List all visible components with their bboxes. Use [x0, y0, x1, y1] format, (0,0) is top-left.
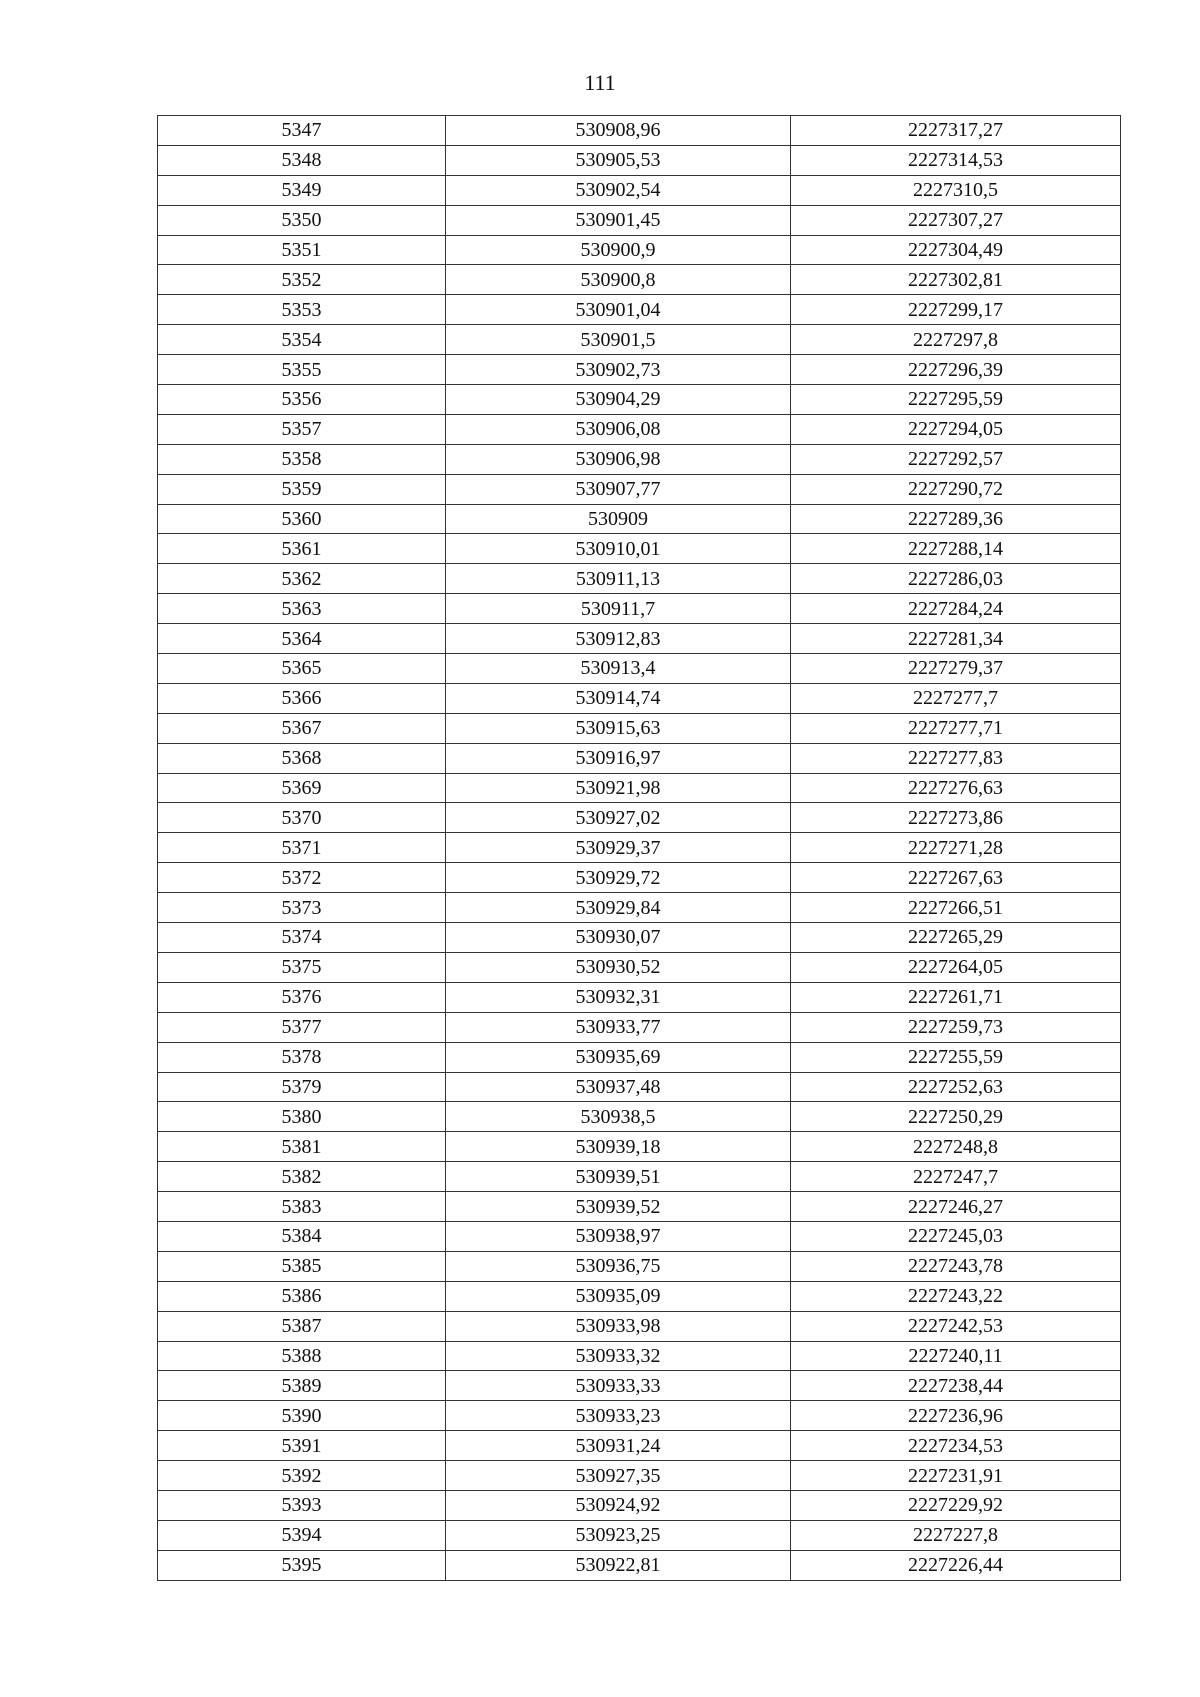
table-row	[158, 773, 1121, 803]
x-coordinate-cell: 530901,5	[446, 325, 791, 355]
table-row	[158, 1550, 1121, 1580]
x-coordinate-cell: 530906,98	[446, 444, 791, 474]
table-row	[158, 1281, 1121, 1311]
x-coordinate-cell: 530927,02	[446, 803, 791, 833]
x-coordinate-cell: 530908,96	[446, 116, 791, 146]
table-row	[158, 1401, 1121, 1431]
x-coordinate-cell: 530933,32	[446, 1341, 791, 1371]
table-row	[158, 982, 1121, 1012]
y-coordinate-cell: 2227266,51	[791, 893, 1121, 923]
x-coordinate-cell: 530905,53	[446, 145, 791, 175]
table-row	[158, 1012, 1121, 1042]
y-coordinate-cell: 2227314,53	[791, 145, 1121, 175]
point-number-cell: 5350	[158, 205, 446, 235]
y-coordinate-cell: 2227247,7	[791, 1162, 1121, 1192]
point-number-cell: 5376	[158, 982, 446, 1012]
table-row	[158, 116, 1121, 146]
y-coordinate-cell: 2227229,92	[791, 1490, 1121, 1520]
point-number-cell: 5370	[158, 803, 446, 833]
y-coordinate-cell: 2227245,03	[791, 1221, 1121, 1251]
y-coordinate-cell: 2227234,53	[791, 1431, 1121, 1461]
point-number-cell: 5375	[158, 952, 446, 982]
point-number-cell: 5366	[158, 683, 446, 713]
point-number-cell: 5379	[158, 1072, 446, 1102]
y-coordinate-cell: 2227261,71	[791, 982, 1121, 1012]
point-number-cell: 5389	[158, 1371, 446, 1401]
y-coordinate-cell: 2227279,37	[791, 654, 1121, 684]
y-coordinate-cell: 2227265,29	[791, 923, 1121, 953]
table-row	[158, 1461, 1121, 1491]
y-coordinate-cell: 2227243,22	[791, 1281, 1121, 1311]
point-number-cell: 5357	[158, 414, 446, 444]
table-row	[158, 325, 1121, 355]
y-coordinate-cell: 2227264,05	[791, 952, 1121, 982]
x-coordinate-cell: 530929,84	[446, 893, 791, 923]
point-number-cell: 5377	[158, 1012, 446, 1042]
x-coordinate-cell: 530906,08	[446, 414, 791, 444]
y-coordinate-cell: 2227243,78	[791, 1251, 1121, 1281]
y-coordinate-cell: 2227271,28	[791, 833, 1121, 863]
table-row	[158, 1221, 1121, 1251]
point-number-cell: 5355	[158, 355, 446, 385]
point-number-cell: 5361	[158, 534, 446, 564]
x-coordinate-cell: 530924,92	[446, 1490, 791, 1520]
point-number-cell: 5384	[158, 1221, 446, 1251]
table-row	[158, 833, 1121, 863]
y-coordinate-cell: 2227242,53	[791, 1311, 1121, 1341]
x-coordinate-cell: 530900,8	[446, 265, 791, 295]
x-coordinate-cell: 530922,81	[446, 1550, 791, 1580]
y-coordinate-cell: 2227236,96	[791, 1401, 1121, 1431]
table-row	[158, 654, 1121, 684]
table-row	[158, 175, 1121, 205]
x-coordinate-cell: 530938,5	[446, 1102, 791, 1132]
table-row	[158, 683, 1121, 713]
y-coordinate-cell: 2227255,59	[791, 1042, 1121, 1072]
table-row	[158, 893, 1121, 923]
x-coordinate-cell: 530939,52	[446, 1192, 791, 1222]
point-number-cell: 5388	[158, 1341, 446, 1371]
y-coordinate-cell: 2227292,57	[791, 444, 1121, 474]
y-coordinate-cell: 2227248,8	[791, 1132, 1121, 1162]
coordinates-table-body	[158, 116, 1121, 1581]
x-coordinate-cell: 530927,35	[446, 1461, 791, 1491]
point-number-cell: 5352	[158, 265, 446, 295]
y-coordinate-cell: 2227238,44	[791, 1371, 1121, 1401]
x-coordinate-cell: 530939,51	[446, 1162, 791, 1192]
x-coordinate-cell: 530933,77	[446, 1012, 791, 1042]
table-row	[158, 952, 1121, 982]
point-number-cell: 5369	[158, 773, 446, 803]
page-number: 111	[584, 70, 616, 95]
x-coordinate-cell: 530935,69	[446, 1042, 791, 1072]
table-row	[158, 385, 1121, 415]
y-coordinate-cell: 2227289,36	[791, 504, 1121, 534]
table-row	[158, 803, 1121, 833]
y-coordinate-cell: 2227240,11	[791, 1341, 1121, 1371]
x-coordinate-cell: 530933,98	[446, 1311, 791, 1341]
x-coordinate-cell: 530930,52	[446, 952, 791, 982]
coordinates-table	[157, 115, 1121, 1581]
y-coordinate-cell: 2227307,27	[791, 205, 1121, 235]
table-row	[158, 1132, 1121, 1162]
point-number-cell: 5365	[158, 654, 446, 684]
y-coordinate-cell: 2227290,72	[791, 474, 1121, 504]
y-coordinate-cell: 2227281,34	[791, 624, 1121, 654]
table-row	[158, 414, 1121, 444]
x-coordinate-cell: 530911,13	[446, 564, 791, 594]
table-row	[158, 1162, 1121, 1192]
point-number-cell: 5356	[158, 385, 446, 415]
x-coordinate-cell: 530936,75	[446, 1251, 791, 1281]
table-row	[158, 1102, 1121, 1132]
table-row	[158, 1072, 1121, 1102]
point-number-cell: 5353	[158, 295, 446, 325]
x-coordinate-cell: 530933,23	[446, 1401, 791, 1431]
y-coordinate-cell: 2227226,44	[791, 1550, 1121, 1580]
table-row	[158, 1042, 1121, 1072]
y-coordinate-cell: 2227302,81	[791, 265, 1121, 295]
x-coordinate-cell: 530902,54	[446, 175, 791, 205]
point-number-cell: 5348	[158, 145, 446, 175]
point-number-cell: 5393	[158, 1490, 446, 1520]
table-row	[158, 1311, 1121, 1341]
table-row	[158, 713, 1121, 743]
y-coordinate-cell: 2227277,71	[791, 713, 1121, 743]
y-coordinate-cell: 2227252,63	[791, 1072, 1121, 1102]
point-number-cell: 5347	[158, 116, 446, 146]
point-number-cell: 5359	[158, 474, 446, 504]
x-coordinate-cell: 530933,33	[446, 1371, 791, 1401]
table-row	[158, 624, 1121, 654]
y-coordinate-cell: 2227276,63	[791, 773, 1121, 803]
point-number-cell: 5395	[158, 1550, 446, 1580]
table-row	[158, 1192, 1121, 1222]
table-row	[158, 504, 1121, 534]
x-coordinate-cell: 530916,97	[446, 743, 791, 773]
y-coordinate-cell: 2227295,59	[791, 385, 1121, 415]
point-number-cell: 5371	[158, 833, 446, 863]
point-number-cell: 5372	[158, 863, 446, 893]
x-coordinate-cell: 530907,77	[446, 474, 791, 504]
point-number-cell: 5354	[158, 325, 446, 355]
x-coordinate-cell: 530929,37	[446, 833, 791, 863]
point-number-cell: 5387	[158, 1311, 446, 1341]
y-coordinate-cell: 2227286,03	[791, 564, 1121, 594]
table-row	[158, 594, 1121, 624]
table-row	[158, 235, 1121, 265]
x-coordinate-cell: 530929,72	[446, 863, 791, 893]
table-row	[158, 1520, 1121, 1550]
x-coordinate-cell: 530915,63	[446, 713, 791, 743]
table-row	[158, 863, 1121, 893]
y-coordinate-cell: 2227317,27	[791, 116, 1121, 146]
x-coordinate-cell: 530937,48	[446, 1072, 791, 1102]
point-number-cell: 5360	[158, 504, 446, 534]
x-coordinate-cell: 530939,18	[446, 1132, 791, 1162]
y-coordinate-cell: 2227304,49	[791, 235, 1121, 265]
table-row	[158, 295, 1121, 325]
x-coordinate-cell: 530923,25	[446, 1520, 791, 1550]
x-coordinate-cell: 530935,09	[446, 1281, 791, 1311]
y-coordinate-cell: 2227273,86	[791, 803, 1121, 833]
point-number-cell: 5363	[158, 594, 446, 624]
table-row	[158, 205, 1121, 235]
point-number-cell: 5373	[158, 893, 446, 923]
x-coordinate-cell: 530902,73	[446, 355, 791, 385]
x-coordinate-cell: 530930,07	[446, 923, 791, 953]
x-coordinate-cell: 530910,01	[446, 534, 791, 564]
point-number-cell: 5378	[158, 1042, 446, 1072]
x-coordinate-cell: 530901,45	[446, 205, 791, 235]
table-row	[158, 534, 1121, 564]
point-number-cell: 5364	[158, 624, 446, 654]
table-row	[158, 1251, 1121, 1281]
x-coordinate-cell: 530911,7	[446, 594, 791, 624]
y-coordinate-cell: 2227297,8	[791, 325, 1121, 355]
point-number-cell: 5382	[158, 1162, 446, 1192]
y-coordinate-cell: 2227310,5	[791, 175, 1121, 205]
x-coordinate-cell: 530901,04	[446, 295, 791, 325]
y-coordinate-cell: 2227294,05	[791, 414, 1121, 444]
y-coordinate-cell: 2227259,73	[791, 1012, 1121, 1042]
point-number-cell: 5358	[158, 444, 446, 474]
y-coordinate-cell: 2227227,8	[791, 1520, 1121, 1550]
x-coordinate-cell: 530932,31	[446, 982, 791, 1012]
table-row	[158, 1371, 1121, 1401]
point-number-cell: 5368	[158, 743, 446, 773]
x-coordinate-cell: 530900,9	[446, 235, 791, 265]
y-coordinate-cell: 2227296,39	[791, 355, 1121, 385]
table-row	[158, 923, 1121, 953]
y-coordinate-cell: 2227288,14	[791, 534, 1121, 564]
table-row	[158, 474, 1121, 504]
point-number-cell: 5381	[158, 1132, 446, 1162]
point-number-cell: 5385	[158, 1251, 446, 1281]
table-row	[158, 444, 1121, 474]
y-coordinate-cell: 2227299,17	[791, 295, 1121, 325]
table-row	[158, 564, 1121, 594]
y-coordinate-cell: 2227250,29	[791, 1102, 1121, 1132]
point-number-cell: 5386	[158, 1281, 446, 1311]
point-number-cell: 5362	[158, 564, 446, 594]
y-coordinate-cell: 2227277,7	[791, 683, 1121, 713]
point-number-cell: 5349	[158, 175, 446, 205]
x-coordinate-cell: 530921,98	[446, 773, 791, 803]
point-number-cell: 5390	[158, 1401, 446, 1431]
y-coordinate-cell: 2227267,63	[791, 863, 1121, 893]
table-row	[158, 1490, 1121, 1520]
x-coordinate-cell: 530938,97	[446, 1221, 791, 1251]
y-coordinate-cell: 2227277,83	[791, 743, 1121, 773]
point-number-cell: 5383	[158, 1192, 446, 1222]
table-row	[158, 1431, 1121, 1461]
point-number-cell: 5351	[158, 235, 446, 265]
x-coordinate-cell: 530913,4	[446, 654, 791, 684]
table-row	[158, 743, 1121, 773]
table-row	[158, 355, 1121, 385]
y-coordinate-cell: 2227284,24	[791, 594, 1121, 624]
point-number-cell: 5392	[158, 1461, 446, 1491]
y-coordinate-cell: 2227231,91	[791, 1461, 1121, 1491]
point-number-cell: 5380	[158, 1102, 446, 1132]
x-coordinate-cell: 530909	[446, 504, 791, 534]
x-coordinate-cell: 530914,74	[446, 683, 791, 713]
table-row	[158, 145, 1121, 175]
table-row	[158, 1341, 1121, 1371]
x-coordinate-cell: 530931,24	[446, 1431, 791, 1461]
x-coordinate-cell: 530904,29	[446, 385, 791, 415]
y-coordinate-cell: 2227246,27	[791, 1192, 1121, 1222]
table-row	[158, 265, 1121, 295]
point-number-cell: 5391	[158, 1431, 446, 1461]
point-number-cell: 5394	[158, 1520, 446, 1550]
x-coordinate-cell: 530912,83	[446, 624, 791, 654]
point-number-cell: 5374	[158, 923, 446, 953]
point-number-cell: 5367	[158, 713, 446, 743]
